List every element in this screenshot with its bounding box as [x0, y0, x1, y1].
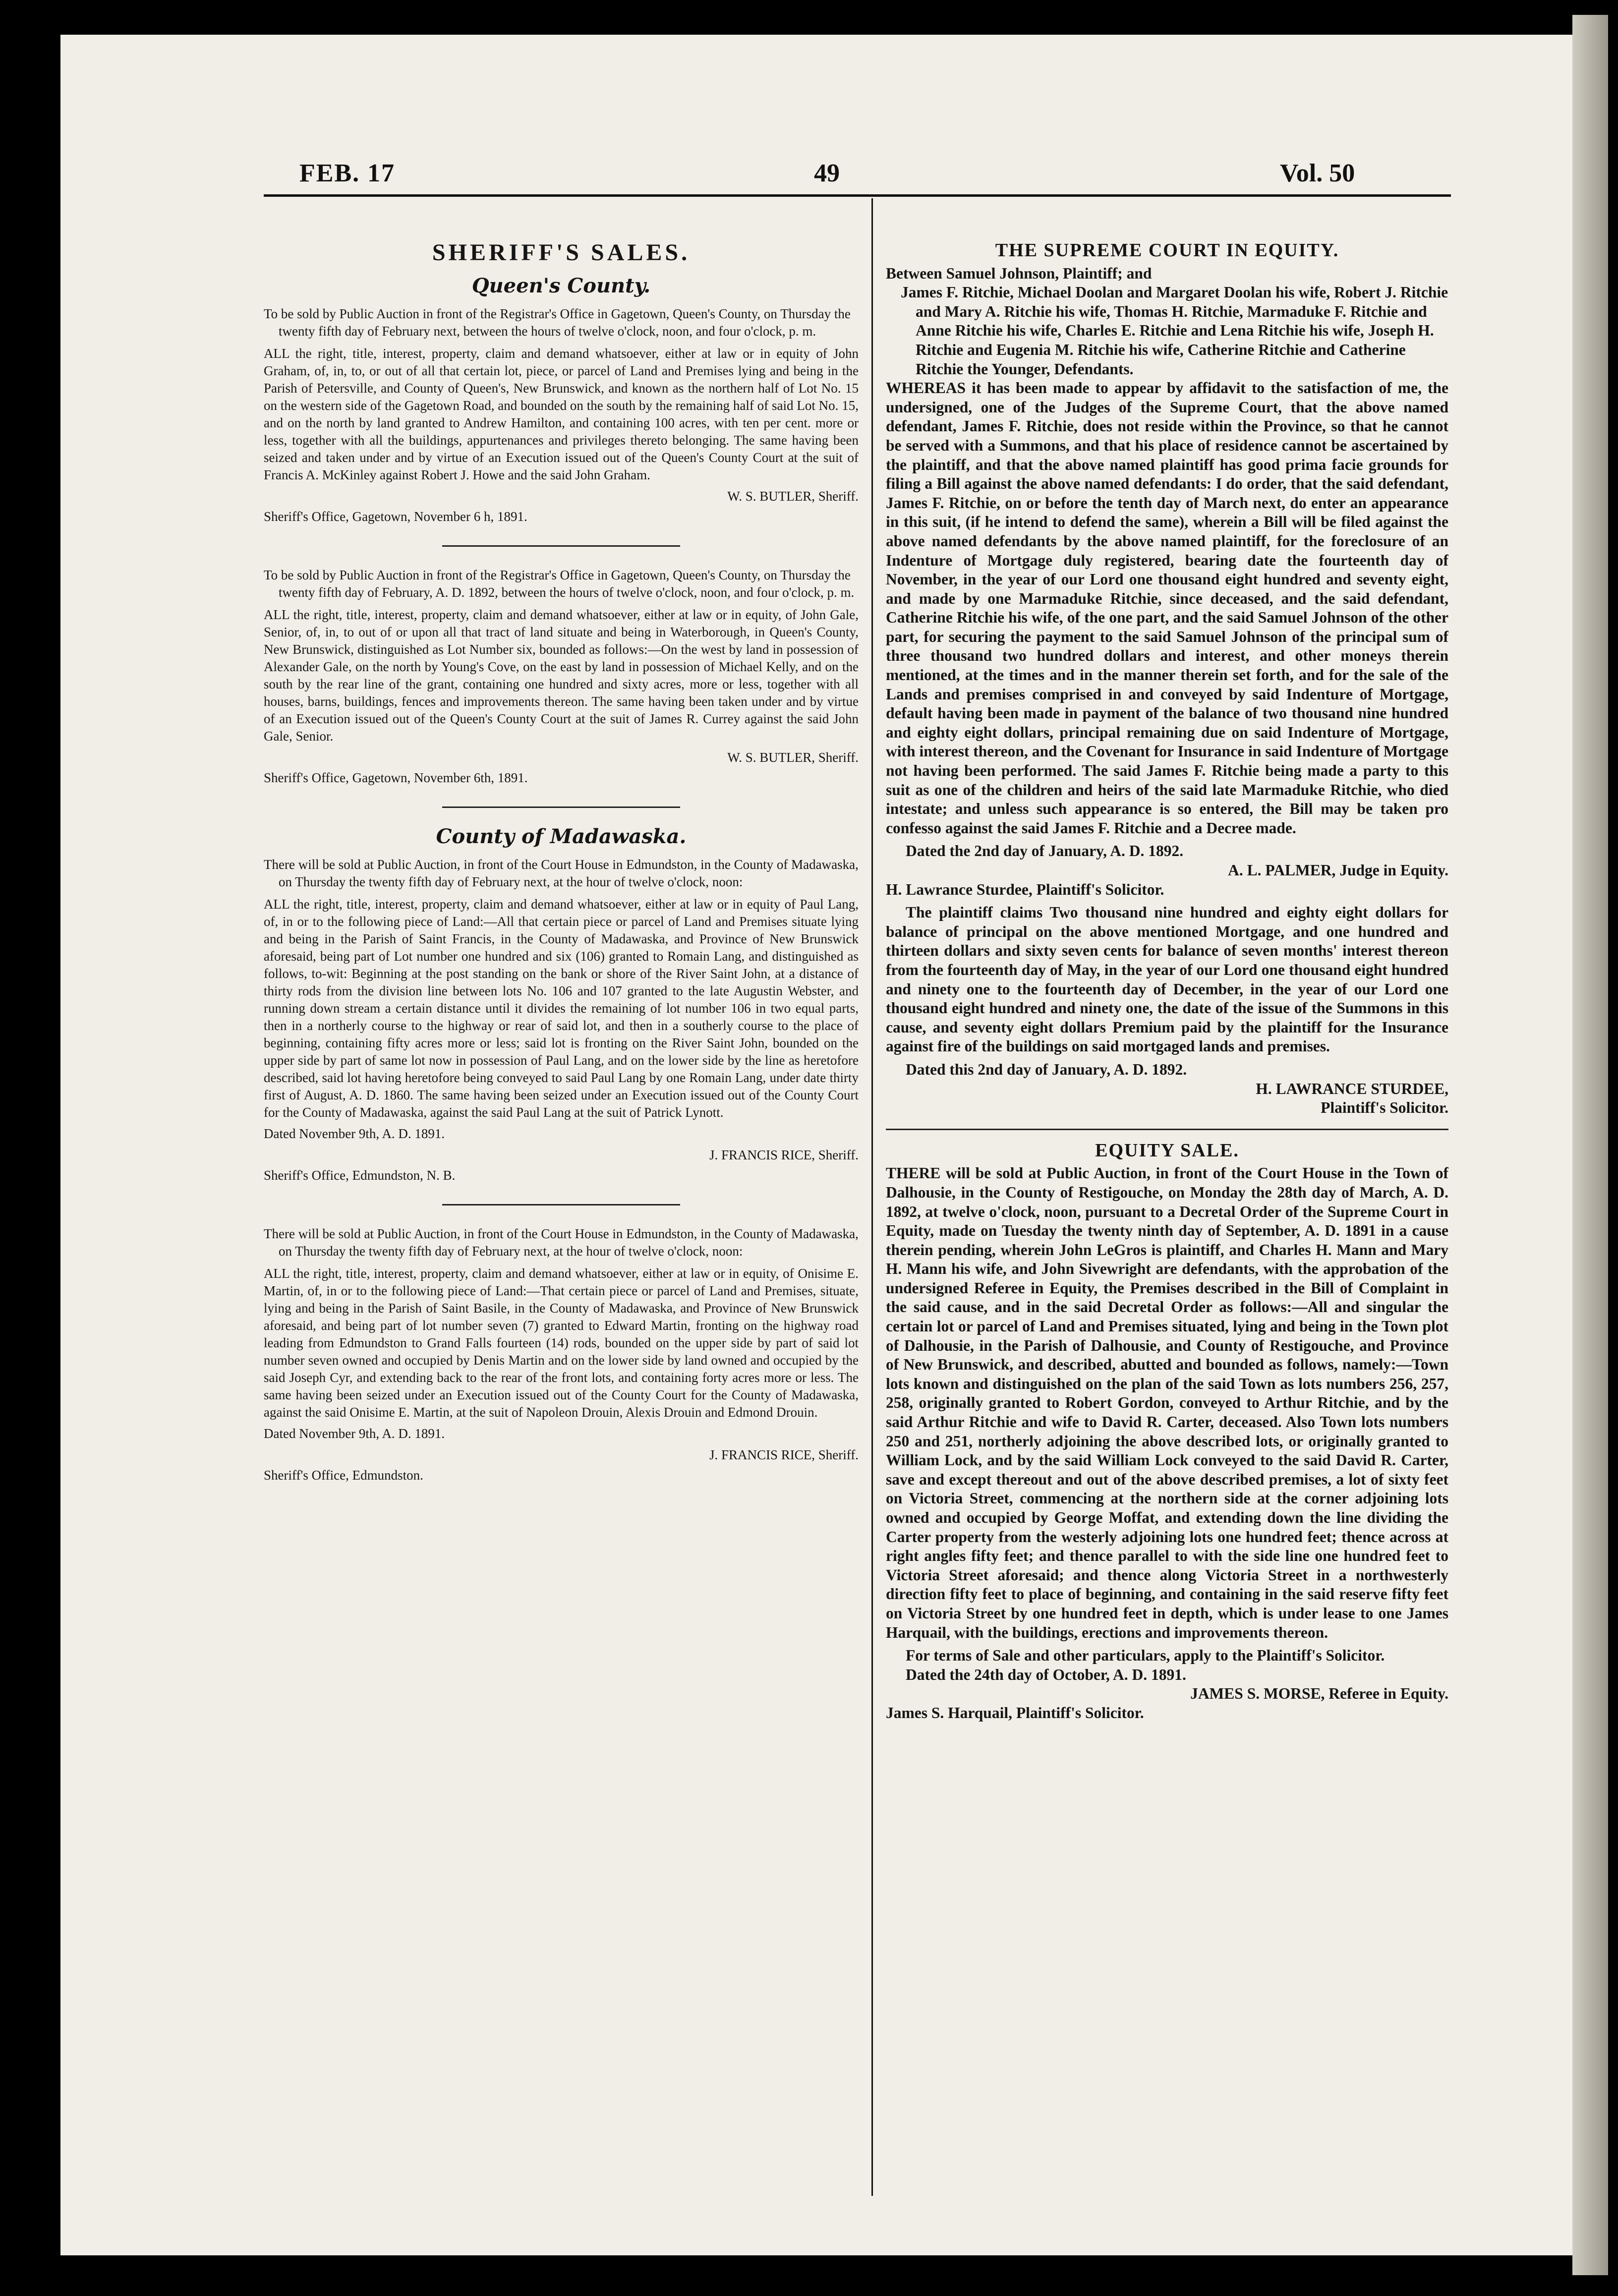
- sale-terms: For terms of Sale and other particulars, apply to the Plaintiff's Solicitor.: [906, 1647, 1385, 1665]
- parties-between: Between Samuel Johnson, Plaintiff; and: [886, 264, 1152, 282]
- left-column: [264, 241, 859, 2194]
- plaintiff-solicitor: H. Lawrance Sturdee, Plaintiff's Solicitor.: [886, 880, 1164, 898]
- sheriff-signature: J. FRANCIS RICE, Sheriff.: [709, 1148, 859, 1162]
- sheriff-office-line: Sheriff's Office, Edmundston, N. B.: [264, 1168, 456, 1183]
- claim-dated: Dated this 2nd day of January, A. D. 1892.: [906, 1060, 1187, 1078]
- sheriff-office-line: Sheriff's Office, Gagetown, November 6 h, 1891.: [264, 509, 527, 524]
- equity-sale-title: EQUITY SALE.: [1095, 1140, 1239, 1161]
- notice-dated: Dated November 9th, A. D. 1891.: [264, 1126, 445, 1141]
- header-rule: [264, 194, 1451, 197]
- solicitor-signature-name: H. LAWRANCE STURDEE,: [1256, 1080, 1448, 1097]
- sheriff-office-line: Sheriff's Office, Edmundston.: [264, 1468, 423, 1483]
- sheriff-signature: J. FRANCIS RICE, Sheriff.: [709, 1447, 859, 1462]
- header-page-number: 49: [814, 159, 840, 187]
- header-date: FEB. 17: [299, 159, 396, 187]
- notice-intro: To be sold by Public Auction in front of the Registrar's Office in Gagetown, Queen's County, on Thursday the twenty fifth day of February next, between the hours of twelve o'clock, noon, and four o'clock, p. m.: [264, 306, 851, 339]
- solicitor-signature-role: Plaintiff's Solicitor.: [1321, 1099, 1448, 1117]
- notice-dated: Dated November 9th, A. D. 1891.: [264, 1426, 445, 1441]
- notice-intro: There will be sold at Public Auction, in front of the Court House in Edmundston, in the County of Madawaska, on Thursday the twenty fifth day of February next, at the hour of twelve o'clock, noon:: [264, 1226, 859, 1259]
- page-header: [60, 154, 1572, 208]
- equity-dated: Dated the 2nd day of January, A. D. 1892.: [906, 842, 1184, 860]
- sheriff-office-line: Sheriff's Office, Gagetown, November 6th, 1891.: [264, 770, 528, 785]
- sheriffs-sales-title: SHERIFF'S SALES.: [432, 241, 691, 266]
- sheriff-signature: W. S. BUTLER, Sheriff.: [727, 750, 859, 765]
- madawaska-notice-1: [264, 856, 859, 1184]
- section-separator: [442, 806, 680, 808]
- supreme-court-notice: [886, 241, 1448, 1118]
- notice-body: ALL the right, title, interest, property, claim and demand whatsoever, either at law or in equity of John Graham, of, in, to, or out of all that certain lot, piece, or parcel of Land and Premises lying and being in the Parish of Petersville, and County of Queen's, New Brunswick, and known as the northern half of Lot No. 15 on the western side of the Gagetown Road, and bounded on the south by the remaining half of said Lot No. 15, and on the north by land granted to Andrew Hamilton, and containing 100 acres, with ten per cent. more or less, together with all the buildings, appurtenances and privileges thereto belonging. The same having been seized and taken under and by virtue of an Execution issued out of the Queen's County Court at the suit of Francis A. McKinley against Robert J. Howe and the said John Graham.: [264, 346, 859, 482]
- column-divider: [871, 198, 873, 2196]
- section-separator: [442, 1204, 680, 1205]
- section-separator: [442, 545, 680, 547]
- header-volume: Vol. 50: [1280, 159, 1355, 187]
- plaintiff-claim: The plaintiff claims Two thousand nine hundred and eighty eight dollars for balance of principal on the above mentioned Mortgage, and one hundred and thirteen dollars and sixty seven cents for balance of seven months' interest thereon from the fourteenth day of May, in the year of our Lord one thousand eight hundred and ninety one to the fourteenth day of December, in the year of our Lord one thousand eight hundred and ninety one, the date of the issue of the Summons in this cause, and seventy eight dollars Premium paid by the plaintiff for the Insurance against fire of the buildings on said mortgaged lands and premises.: [886, 904, 1448, 1055]
- queens-notice-1: [264, 305, 859, 525]
- queens-notice-2: [264, 567, 859, 787]
- sale-dated: Dated the 24th day of October, A. D. 1891.: [906, 1665, 1186, 1683]
- right-column: [886, 241, 1448, 2194]
- judge-signature: A. L. PALMER, Judge in Equity.: [1228, 861, 1448, 879]
- equity-sale-body: THERE will be sold at Public Auction, in front of the Court House in the Town of Dalhousie, in the County of Restigouche, on Monday the 28th day of March, A. D. 1892, at twelve o'clock, noon, pursuant to a Decretal Order of the Supreme Court in Equity, made on Tuesday the twenty ninth day of September, A. D. 1891 in a cause therein pending, wherein John LeGros is plaintiff, and Charles H. Mann and Mary H. Mann his wife, and John Sivewright are defendants, with the approbation of the undersigned Referee in Equity, the Premises described in the Bill of Complaint in the said cause, and in the said Decretal Order as follows:—All and singular the certain lot or parcel of Land and Premises situated, lying and being in the Town plot of Dalhousie, in the Parish of Dalhousie, and County of Restigouche, and Province of New Brunswick, and described, abutted and bounded as follows, namely:—Town lots known and distinguished on the plan of the said Town as lots numbers 256, 257, 258, originally granted to Robert Gordon, conveyed to Arthur Ritchie, and by the said Arthur Ritchie and wife to David R. Carter, deceased. Also Town lots numbers 250 and 251, northerly adjoining the above described lots, or originally granted to William Lock, and by the said William Lock conveyed to the said David R. Carter, save and except thereout and out of the above described premises, a lot of sixty feet on Victoria Street, commencing at the northern side at the corner adjoining lots owned and occupied by George Moffat, and extending down the line dividing the Carter property from the westerly adjoining lots one hundred feet; thence across at right angles fifty feet; and thence parallel to with the side line one hundred feet to Victoria Street aforesaid; and thence along Victoria Street in a northwesterly direction fifty feet to place of beginning, and containing in the said reserve fifty feet on Victoria Street by one hundred feet in depth, which is under lease to one James Harquail, with the buildings, erections and improvements thereon.: [886, 1164, 1448, 1641]
- equity-order-body: WHEREAS it has been made to appear by affidavit to the satisfaction of me, the undersigned, one of the Judges of the Supreme Court, that the above named defendant, James F. Ritchie, does not reside within the Province, so that he cannot be served with a Summons, and that his place of residence cannot be ascertained by the plaintiff, and that the above named plaintiff has good prima facie grounds for filing a Bill against the above named defendants: I do order, that the said defendant, James F. Ritchie, on or before the tenth day of March next, do enter an appearance in this suit, (if he intend to defend the same), wherein a Bill will be filed against the above named defendants by the above named plaintiff, for the foreclosure of an Indenture of Mortgage duly registered, bearing date the fourteenth day of November, in the year of our Lord one thousand eight hundred and seventy eight, and made by one Marmaduke Ritchie, since deceased, and the said defendant, Catherine Ritchie his wife, of the one part, and the said Samuel Johnson of the other part, for securing the payment to the said Samuel Johnson of the principal sum of three thousand two hundred dollars and interest, and other moneys therein mentioned, at the times and in the manner therein set forth, and for the sale of the Lands and premises comprised in and conveyed by said Indenture of Mortgage, default having been made in payment of the balance of two thousand nine hundred and eighty eight dollars, principal remaining due on said Indenture of Mortgage, with interest thereon, and the Covenant for Insurance in said Indenture of Mortgage not having been performed. The said James F. Ritchie being made a party to this suit as one of the children and heirs of the said late Marmaduke Ritchie, who died intestate; and unless such appearance is so entered, the Bill may be taken pro confesso against the said James F. Ritchie and a Decree made.: [886, 379, 1448, 837]
- sale-solicitor: James S. Harquail, Plaintiff's Solicitor.: [886, 1704, 1144, 1722]
- equity-sale-notice: [886, 1141, 1448, 1723]
- notice-body: ALL the right, title, interest, property, claim and demand whatsoever, either at law or in equity, of John Gale, Senior, of, in, to out of or upon all that tract of land situate and being in Waterborough, in Queen's County, New Brunswick, distinguished as Lot Number six, bounded as follows:—On the west by land in possession of Alexander Gale, on the north by Young's Cove, on the east by land in possession of Michael Kelly, and on the south by the rear line of the grant, containing one hundred and sixty acres, more or less, together with all houses, barns, buildings, fences and improvements thereon. The same having been taken under and by virtue of an Execution issued out of the Queen's County Court at the suit of James R. Currey against the said John Gale, Senior.: [264, 607, 859, 744]
- notice-intro: There will be sold at Public Auction, in front of the Court House in Edmundston, in the County of Madawaska, on Thursday the twenty fifth day of February next, at the hour of twelve o'clock, noon:: [264, 857, 859, 889]
- madawaska-county-heading: County of Madawaska.: [436, 825, 687, 848]
- supreme-court-title: THE SUPREME COURT IN EQUITY.: [995, 241, 1339, 261]
- notice-body: ALL the right, title, interest, property, claim and demand whatsoever, either at law or in equity of Paul Lang, of, in or to the following piece of Land:—All that certain piece or parcel of Land and Premises situate lying and being in the Parish of Saint Francis, in the County of Madawaska, and Province of New Brunswick aforesaid, being part of Lot number one hundred and six (106) granted to Romain Lang, and distinguished as follows, to-wit: Beginning at the post standing on the bank or shore of the River Saint John, at a distance of thirty rods from the division line between lots No. 106 and 107 granted to the late Augustin Webster, and running down stream a certain distance until it divides the remaining of lot number 106 in two equal parts, then in a northerly course to the highway or rear of said lot, and then in a southerly course to the place of beginning, containing fifty acres more or less; said lot is fronting on the River Saint John, bounded on the upper side by part of same lot now in possession of Paul Lang, and on the lower side by the line as heretofore described, said lot having heretofore being conveyed to said Paul Lang by one Romain Lang, under date thirty first of August, A. D. 1860. The same having been seized under an Execution issued out of the County Court for the County of Madawaska, against the said Paul Lang at the suit of Patrick Lynott.: [264, 897, 859, 1120]
- defendants-list: James F. Ritchie, Michael Doolan and Margaret Doolan his wife, Robert J. Ritchie and Mary A. Ritchie his wife, Thomas H. Ritchie, Marmaduke F. Ritchie and Anne Ritchie his wife, Charles E. Ritchie and Lena Ritchie his wife, Joseph H. Ritchie and Eugenia M. Ritchie his wife, Catherine Ritchie and Catherine Ritchie the Younger, Defendants.: [901, 284, 1448, 378]
- referee-signature: JAMES S. MORSE, Referee in Equity.: [1190, 1685, 1448, 1703]
- madawaska-notice-2: [264, 1225, 859, 1484]
- notice-intro: To be sold by Public Auction in front of the Registrar's Office in Gagetown, Queen's County, on Thursday the twenty fifth day of February, A. D. 1892, between the hours of twelve o'clock, noon, and four o'clock, p. m.: [264, 568, 855, 600]
- notice-body: ALL the right, title, interest, property, claim and demand whatsoever, either at law or in equity, of Onisime E. Martin, of, in or to the following piece of Land:—That certain piece or parcel of Land and Premises, situate, lying and being in the Parish of Saint Basile, in the County of Madawaska, and Province of New Brunswick aforesaid, and being part of lot number seven (7) granted to Edward Martin, fronting on the highway road leading from Edmundston to Grand Falls fourteen (14) rods, bounded on the upper side by part of said lot number seven owned and occupied by Denis Martin and on the lower side by land owned and occupied by the said Joseph Cyr, and extending back to the rear of the front lots, and containing forty acres more or less. The same having been seized under an Execution issued out of the County Court for the County of Madawaska, against the said Onisime E. Martin, at the suit of Napoleon Drouin, Alexis Drouin and Edmond Drouin.: [264, 1266, 859, 1420]
- sheriff-signature: W. S. BUTLER, Sheriff.: [727, 489, 859, 504]
- section-separator: [886, 1129, 1448, 1130]
- newspaper-page: [60, 35, 1572, 2255]
- page-edge: [1572, 15, 1608, 2275]
- queens-county-heading: Queen's County.: [471, 274, 651, 297]
